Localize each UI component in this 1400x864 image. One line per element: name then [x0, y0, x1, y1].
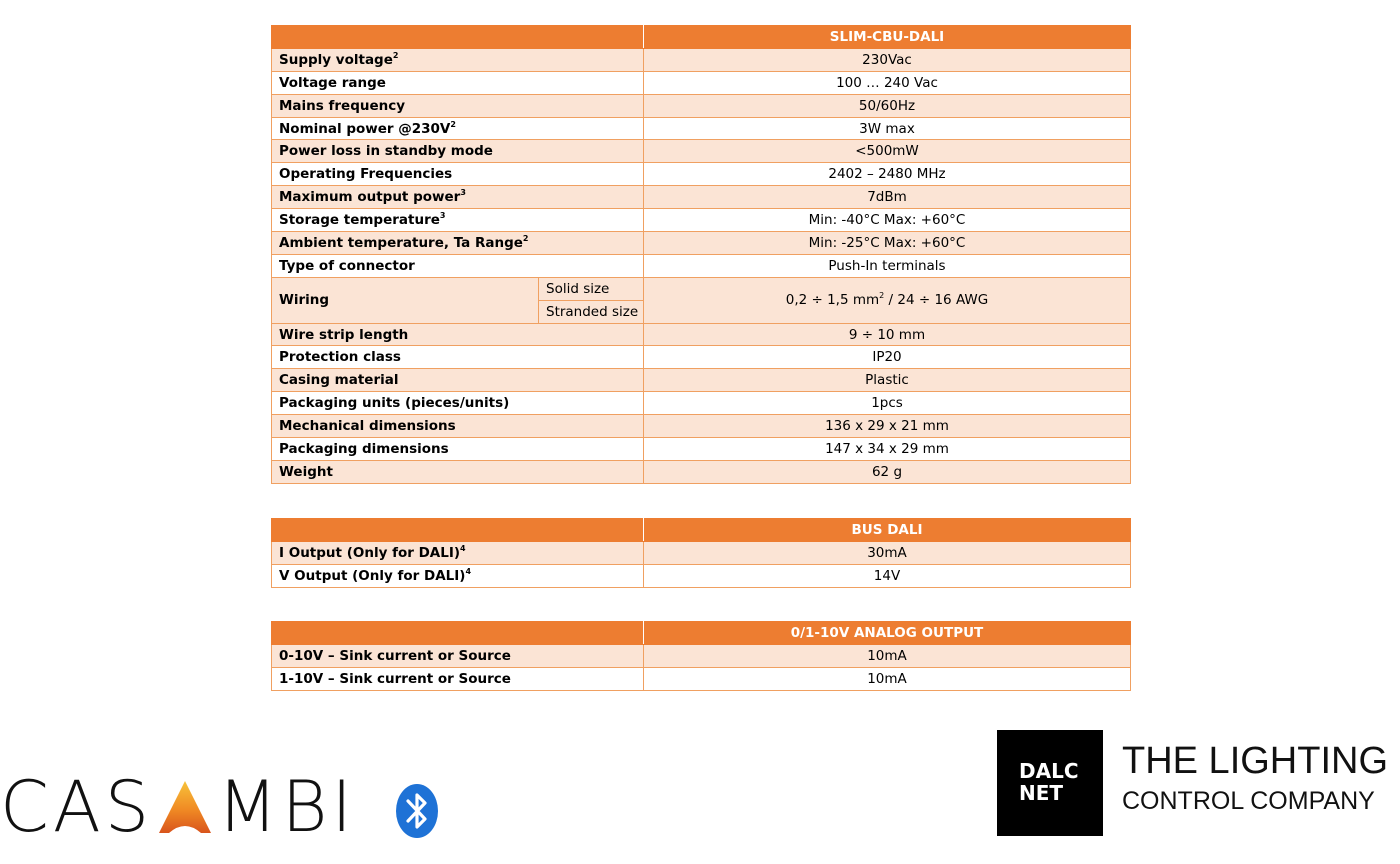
bluetooth-icon	[395, 783, 439, 839]
table-row	[272, 541, 1131, 564]
table-row-wiring	[272, 277, 1131, 300]
header-blank-cell	[272, 26, 644, 49]
table-row	[272, 140, 1131, 163]
row-label: Casing material	[272, 369, 644, 392]
row-label: Power loss in standby mode	[272, 140, 644, 163]
row-value: Plastic	[644, 369, 1131, 392]
row-label: Ambient temperature, Ta Range$^2$	[272, 232, 644, 255]
row-value: 10mA	[644, 644, 1131, 667]
spec-table	[271, 25, 1131, 484]
row-label: Mains frequency	[272, 94, 644, 117]
row-value: 1pcs	[644, 392, 1131, 415]
wiring-label: Wiring	[272, 277, 539, 323]
row-value: Push-In terminals	[644, 254, 1131, 277]
tagline-line2: CONTROL COMPANY	[1122, 787, 1375, 815]
bus-dali-header: BUS DALI	[644, 519, 1131, 542]
product-name-header: SLIM-CBU-DALI	[644, 26, 1131, 49]
row-value: 136 x 29 x 21 mm	[644, 415, 1131, 438]
row-label: Wire strip length	[272, 323, 644, 346]
table-row	[272, 209, 1131, 232]
table-row	[272, 346, 1131, 369]
table-row	[272, 232, 1131, 255]
row-value: 14V	[644, 564, 1131, 587]
table-row	[272, 438, 1131, 461]
tagline-line1: THE LIGHTING	[1122, 740, 1389, 782]
row-label: 1-10V – Sink current or Source	[272, 667, 644, 690]
table-row	[272, 369, 1131, 392]
row-value: 9 ÷ 10 mm	[644, 323, 1131, 346]
analog-output-header: 0/1-10V ANALOG OUTPUT	[644, 622, 1131, 645]
wiring-solid-size: Solid size	[539, 277, 644, 300]
dalcnet-logo-line2: NET	[1019, 781, 1064, 805]
table-row	[272, 415, 1131, 438]
bus-dali-header-row	[272, 519, 1131, 542]
table-row	[272, 460, 1131, 483]
row-value: 10mA	[644, 667, 1131, 690]
row-value: 3W max	[644, 117, 1131, 140]
row-value: 230Vac	[644, 48, 1131, 71]
row-value: IP20	[644, 346, 1131, 369]
casambi-logo	[0, 766, 357, 848]
row-value: 7dBm	[644, 186, 1131, 209]
casambi-flame-a-icon	[157, 779, 213, 835]
row-label: Maximum output power$^3$	[272, 186, 644, 209]
row-value: Min: -40°C Max: +60°C	[644, 209, 1131, 232]
casambi-logo-text-right: MBI	[217, 766, 357, 848]
wiring-stranded-size: Stranded size	[539, 300, 644, 323]
row-label: I Output (Only for DALI)$^4$	[272, 541, 644, 564]
row-label: Mechanical dimensions	[272, 415, 644, 438]
table-row	[272, 644, 1131, 667]
row-label: Packaging dimensions	[272, 438, 644, 461]
row-value: 30mA	[644, 541, 1131, 564]
analog-header-row	[272, 622, 1131, 645]
row-label: Protection class	[272, 346, 644, 369]
spec-table-header	[272, 26, 1131, 49]
row-value: 50/60Hz	[644, 94, 1131, 117]
dalcnet-logo	[997, 730, 1103, 836]
row-label: 0-10V – Sink current or Source	[272, 644, 644, 667]
table-row	[272, 48, 1131, 71]
table-row	[272, 254, 1131, 277]
header-blank-cell	[272, 622, 644, 645]
table-row	[272, 392, 1131, 415]
table-row	[272, 94, 1131, 117]
row-value: 62 g	[644, 460, 1131, 483]
casambi-logo-text-left: CAS	[0, 766, 154, 848]
analog-output-table	[271, 621, 1131, 691]
row-value: Min: -25°C Max: +60°C	[644, 232, 1131, 255]
row-label: Voltage range	[272, 71, 644, 94]
table-row	[272, 564, 1131, 587]
table-row	[272, 71, 1131, 94]
row-label: V Output (Only for DALI)$^4$	[272, 564, 644, 587]
dalcnet-logo-line1: DALC	[1019, 759, 1079, 783]
table-row	[272, 186, 1131, 209]
row-label: Packaging units (pieces/units)	[272, 392, 644, 415]
bus-dali-table	[271, 518, 1131, 588]
table-row	[272, 163, 1131, 186]
row-label: Storage temperature$^3$	[272, 209, 644, 232]
row-value: 100 … 240 Vac	[644, 71, 1131, 94]
table-row	[272, 117, 1131, 140]
row-label: Weight	[272, 460, 644, 483]
row-label: Nominal power $@230V^2$	[272, 117, 644, 140]
header-blank-cell	[272, 519, 644, 542]
table-row	[272, 323, 1131, 346]
row-value: 147 x 34 x 29 mm	[644, 438, 1131, 461]
table-row	[272, 667, 1131, 690]
wiring-value: 0,2 ÷ 1,5 $mm^2 / 24 \div 16$ AWG	[644, 277, 1131, 323]
row-value: 2402 – 2480 MHz	[644, 163, 1131, 186]
row-label: Supply voltage$^2$	[272, 48, 644, 71]
row-label: Type of connector	[272, 254, 644, 277]
row-label: Operating Frequencies	[272, 163, 644, 186]
row-value: <500mW	[644, 140, 1131, 163]
